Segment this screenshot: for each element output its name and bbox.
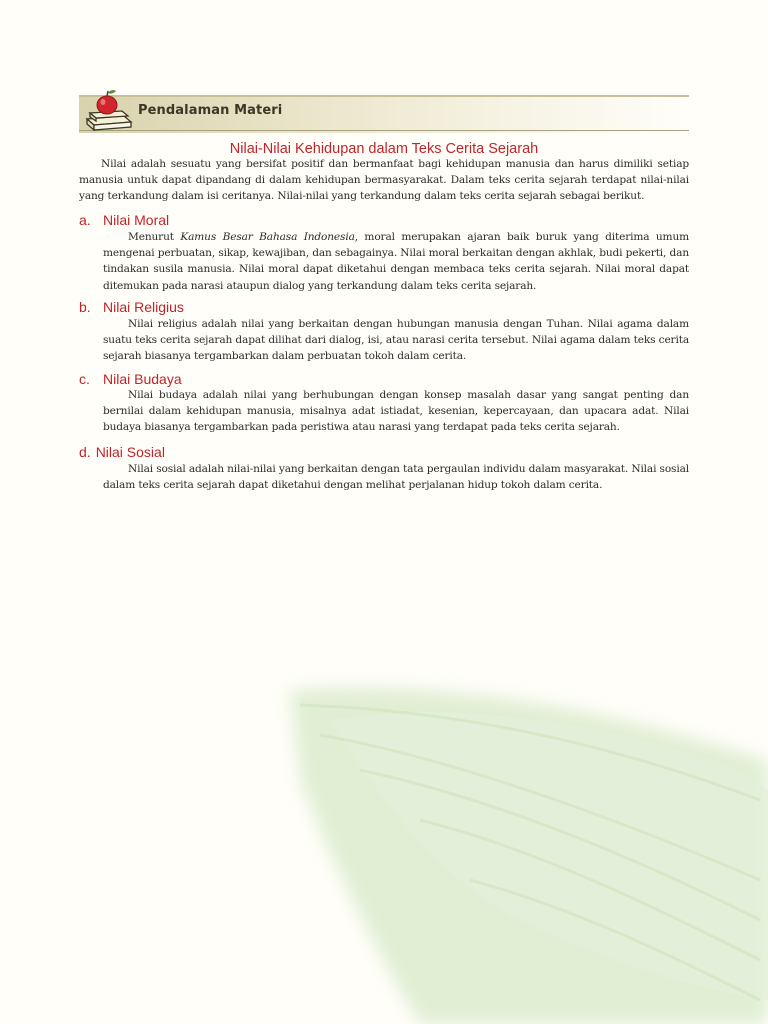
section-letter: b. <box>79 299 91 315</box>
paragraph-text: Menurut <box>128 231 181 243</box>
section-title: Nilai Budaya <box>103 371 182 387</box>
banner-title: Pendalaman Materi <box>138 103 283 118</box>
section-letter: d. <box>79 444 91 460</box>
apple-on-books-icon <box>84 86 134 132</box>
section-paragraph-sosial: Nilai sosial adalah nilai-nilai yang berkaitan dengan tata pergaulan individu dalam masyarakat. Nilai sosial dalam teks cerita sejarah dapat diketahui dengan melihat perjalanan hidup tokoh dalam cerita. <box>103 463 689 492</box>
section-paragraph-budaya: Nilai budaya adalah nilai yang berhubungan dengan konsep masalah dasar yang sangat penting dan bernilai dalam kehidupan manusia, misalnya adat istiadat, kesenian, kepercayaan, dan upacara adat. Nilai budaya biasanya tergambarkan pada peristiwa atau narasi yang terdapat pada teks cerita sejarah. <box>103 389 689 434</box>
section-heading-sosial <box>79 444 165 460</box>
paragraph-text: , moral merupakan ajaran baik buruk yang diterima umum mengenai perbuatan, sikap, kewajiban, dan sebagainya. Nilai moral berkaitan dengan akhlak, budi pekerti, dan tindakan susila manusia. Nilai moral dapat diketahui dengan membaca teks cerita sejarah. Nilai moral dapat ditemukan pada narasi ataupun dialog yang terkandung dalam teks cerita sejarah. <box>103 231 690 292</box>
section-title: Nilai Sosial <box>95 444 165 460</box>
section-heading-budaya <box>79 371 182 387</box>
book-title-italic: Kamus Besar Bahasa Indonesia <box>180 231 355 243</box>
section-paragraph-religius: Nilai religius adalah nilai yang berkaitan dengan hubungan manusia dengan Tuhan. Nilai agama dalam suatu teks cerita sejarah dapat dilihat dari dialog, isi, atau narasi cerita tersebut. Nilai agama dalam teks cerita sejarah biasanya tergambarkan dalam perbuatan tokoh dalam cerita. <box>103 318 689 363</box>
section-paragraph-moral <box>103 229 689 294</box>
section-letter: a. <box>79 212 91 228</box>
section-title: Nilai Religius <box>103 299 184 315</box>
page-title: Nilai-Nilai Kehidupan dalam Teks Cerita Sejarah <box>229 141 539 157</box>
intro-paragraph: Nilai adalah sesuatu yang bersifat positif dan bermanfaat bagi kehidupan manusia dan harus dimiliki setiap manusia untuk dapat dipandang di dalam kehidupan bermasyarakat. Dalam teks cerita sejarah terdapat nilai-nilai yang terkandung dalam isi ceritanya. Nilai-nilai yang terkandung dalam teks cerita sejarah sebagai berikut. <box>79 158 689 203</box>
section-heading-moral <box>79 212 169 228</box>
section-title: Nilai Moral <box>103 212 170 228</box>
section-heading-religius <box>79 299 184 315</box>
section-letter: c. <box>79 371 90 387</box>
banner-underline <box>79 130 689 131</box>
